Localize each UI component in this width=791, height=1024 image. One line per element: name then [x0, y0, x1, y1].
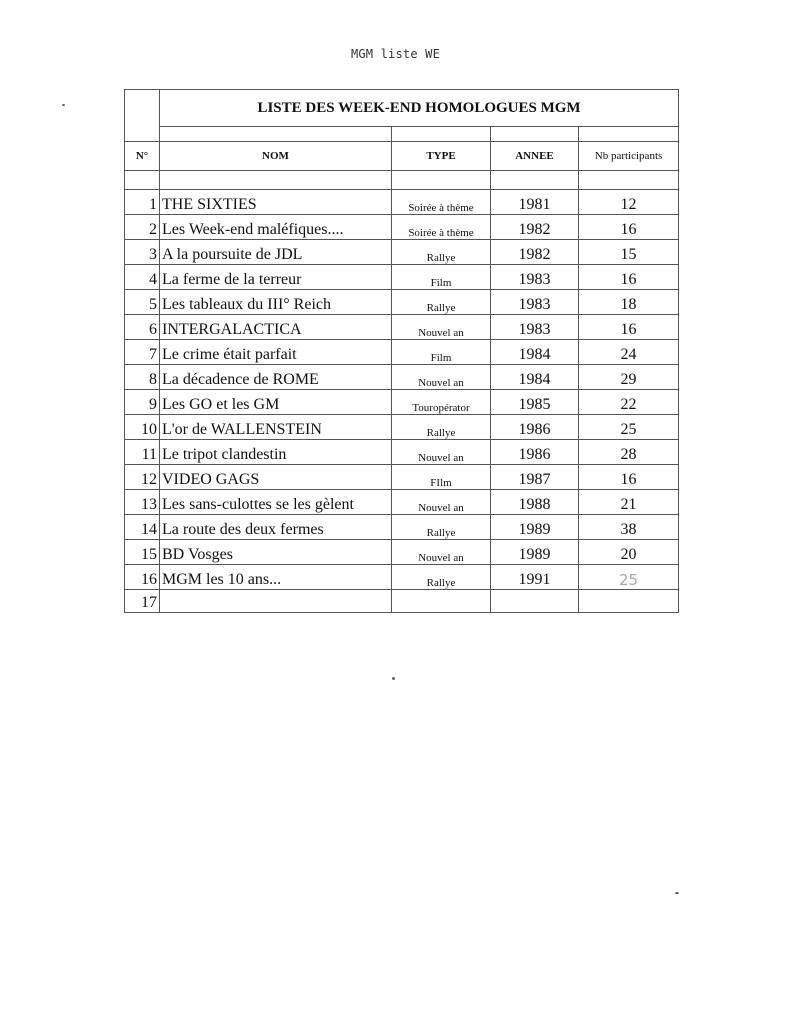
row-type: FIlm	[392, 465, 491, 490]
scan-speck	[675, 892, 679, 894]
row-nom: Les GO et les GM	[160, 390, 392, 415]
row-type: Film	[392, 265, 491, 290]
row-annee: 1982	[491, 240, 579, 265]
table-title-row	[125, 90, 679, 127]
column-header-row	[125, 142, 679, 171]
table-row	[125, 240, 679, 265]
table-row	[125, 215, 679, 240]
row-nom: A la poursuite de JDL	[160, 240, 392, 265]
table-row	[125, 290, 679, 315]
row-type: Rallye	[392, 565, 491, 590]
row-participants: 21	[579, 490, 679, 515]
row-type: Rallye	[392, 290, 491, 315]
weekend-table	[124, 89, 679, 613]
column-header-type: TYPE	[392, 142, 491, 171]
row-number: 16	[125, 565, 160, 590]
column-header-participants: Nb participants	[579, 142, 679, 171]
row-type: Nouvel an	[392, 365, 491, 390]
row-number: 13	[125, 490, 160, 515]
row-annee: 1988	[491, 490, 579, 515]
table-row	[125, 190, 679, 215]
row-nom: VIDEO GAGS	[160, 465, 392, 490]
row-participants	[579, 590, 679, 613]
row-type	[392, 590, 491, 613]
row-nom: Les tableaux du III° Reich	[160, 290, 392, 315]
row-nom: THE SIXTIES	[160, 190, 392, 215]
row-participants: 24	[579, 340, 679, 365]
table-row	[125, 415, 679, 440]
row-number: 2	[125, 215, 160, 240]
row-participants: 20	[579, 540, 679, 565]
row-number: 1	[125, 190, 160, 215]
table-row	[125, 515, 679, 540]
row-participants: 16	[579, 215, 679, 240]
scan-speck	[392, 677, 395, 680]
row-nom: La route des deux fermes	[160, 515, 392, 540]
row-nom: Les Week-end maléfiques....	[160, 215, 392, 240]
row-nom: INTERGALACTICA	[160, 315, 392, 340]
table-row	[125, 365, 679, 390]
column-header-num: N°	[125, 142, 160, 171]
row-number: 8	[125, 365, 160, 390]
row-annee: 1989	[491, 515, 579, 540]
row-annee: 1984	[491, 340, 579, 365]
row-number: 12	[125, 465, 160, 490]
row-annee: 1984	[491, 365, 579, 390]
row-number: 10	[125, 415, 160, 440]
row-participants: 12	[579, 190, 679, 215]
row-number: 6	[125, 315, 160, 340]
column-header-annee: ANNEE	[491, 142, 579, 171]
row-type: Soirée à thème	[392, 215, 491, 240]
row-annee: 1983	[491, 315, 579, 340]
row-annee: 1983	[491, 265, 579, 290]
row-type: Rallye	[392, 240, 491, 265]
table-row	[125, 540, 679, 565]
row-participants: 29	[579, 365, 679, 390]
row-participants: 38	[579, 515, 679, 540]
row-nom: Le crime était parfait	[160, 340, 392, 365]
table-row	[125, 490, 679, 515]
row-participants: 15	[579, 240, 679, 265]
row-number: 15	[125, 540, 160, 565]
row-number: 3	[125, 240, 160, 265]
row-annee: 1981	[491, 190, 579, 215]
table-row	[125, 390, 679, 415]
row-nom: La décadence de ROME	[160, 365, 392, 390]
row-nom	[160, 590, 392, 613]
row-nom: La ferme de la terreur	[160, 265, 392, 290]
table-row	[125, 315, 679, 340]
table-row	[125, 440, 679, 465]
table-row	[125, 590, 679, 613]
row-number: 7	[125, 340, 160, 365]
row-annee: 1986	[491, 415, 579, 440]
row-annee: 1986	[491, 440, 579, 465]
row-number: 9	[125, 390, 160, 415]
row-number: 4	[125, 265, 160, 290]
row-type: Rallye	[392, 415, 491, 440]
row-annee: 1989	[491, 540, 579, 565]
row-participants: 25	[579, 565, 679, 590]
row-type: Rallye	[392, 515, 491, 540]
row-nom: BD Vosges	[160, 540, 392, 565]
row-type: Nouvel an	[392, 440, 491, 465]
row-type: Nouvel an	[392, 490, 491, 515]
row-nom: Le tripot clandestin	[160, 440, 392, 465]
row-participants: 25	[579, 415, 679, 440]
column-header-nom: NOM	[160, 142, 392, 171]
row-annee	[491, 590, 579, 613]
row-nom: MGM les 10 ans...	[160, 565, 392, 590]
row-participants: 18	[579, 290, 679, 315]
row-participants: 22	[579, 390, 679, 415]
row-participants: 16	[579, 315, 679, 340]
document-header: MGM liste WE	[350, 47, 441, 61]
table-title: LISTE DES WEEK-END HOMOLOGUES MGM	[160, 90, 679, 127]
row-type: Nouvel an	[392, 315, 491, 340]
row-number: 5	[125, 290, 160, 315]
row-nom: L'or de WALLENSTEIN	[160, 415, 392, 440]
row-annee: 1991	[491, 565, 579, 590]
row-participants: 28	[579, 440, 679, 465]
row-annee: 1985	[491, 390, 579, 415]
row-type: Film	[392, 340, 491, 365]
row-nom: Les sans-culottes se les gèlent	[160, 490, 392, 515]
row-participants: 16	[579, 465, 679, 490]
table-row	[125, 265, 679, 290]
row-type: Soirée à thème	[392, 190, 491, 215]
table-row	[125, 340, 679, 365]
row-annee: 1982	[491, 215, 579, 240]
row-number: 11	[125, 440, 160, 465]
row-participants: 16	[579, 265, 679, 290]
table-body	[125, 190, 679, 613]
scan-speck	[62, 104, 65, 106]
row-type: Nouvel an	[392, 540, 491, 565]
table-row	[125, 465, 679, 490]
row-number: 17	[125, 590, 160, 613]
row-annee: 1983	[491, 290, 579, 315]
row-number: 14	[125, 515, 160, 540]
table-row	[125, 565, 679, 590]
row-annee: 1987	[491, 465, 579, 490]
row-type: Touropérator	[392, 390, 491, 415]
